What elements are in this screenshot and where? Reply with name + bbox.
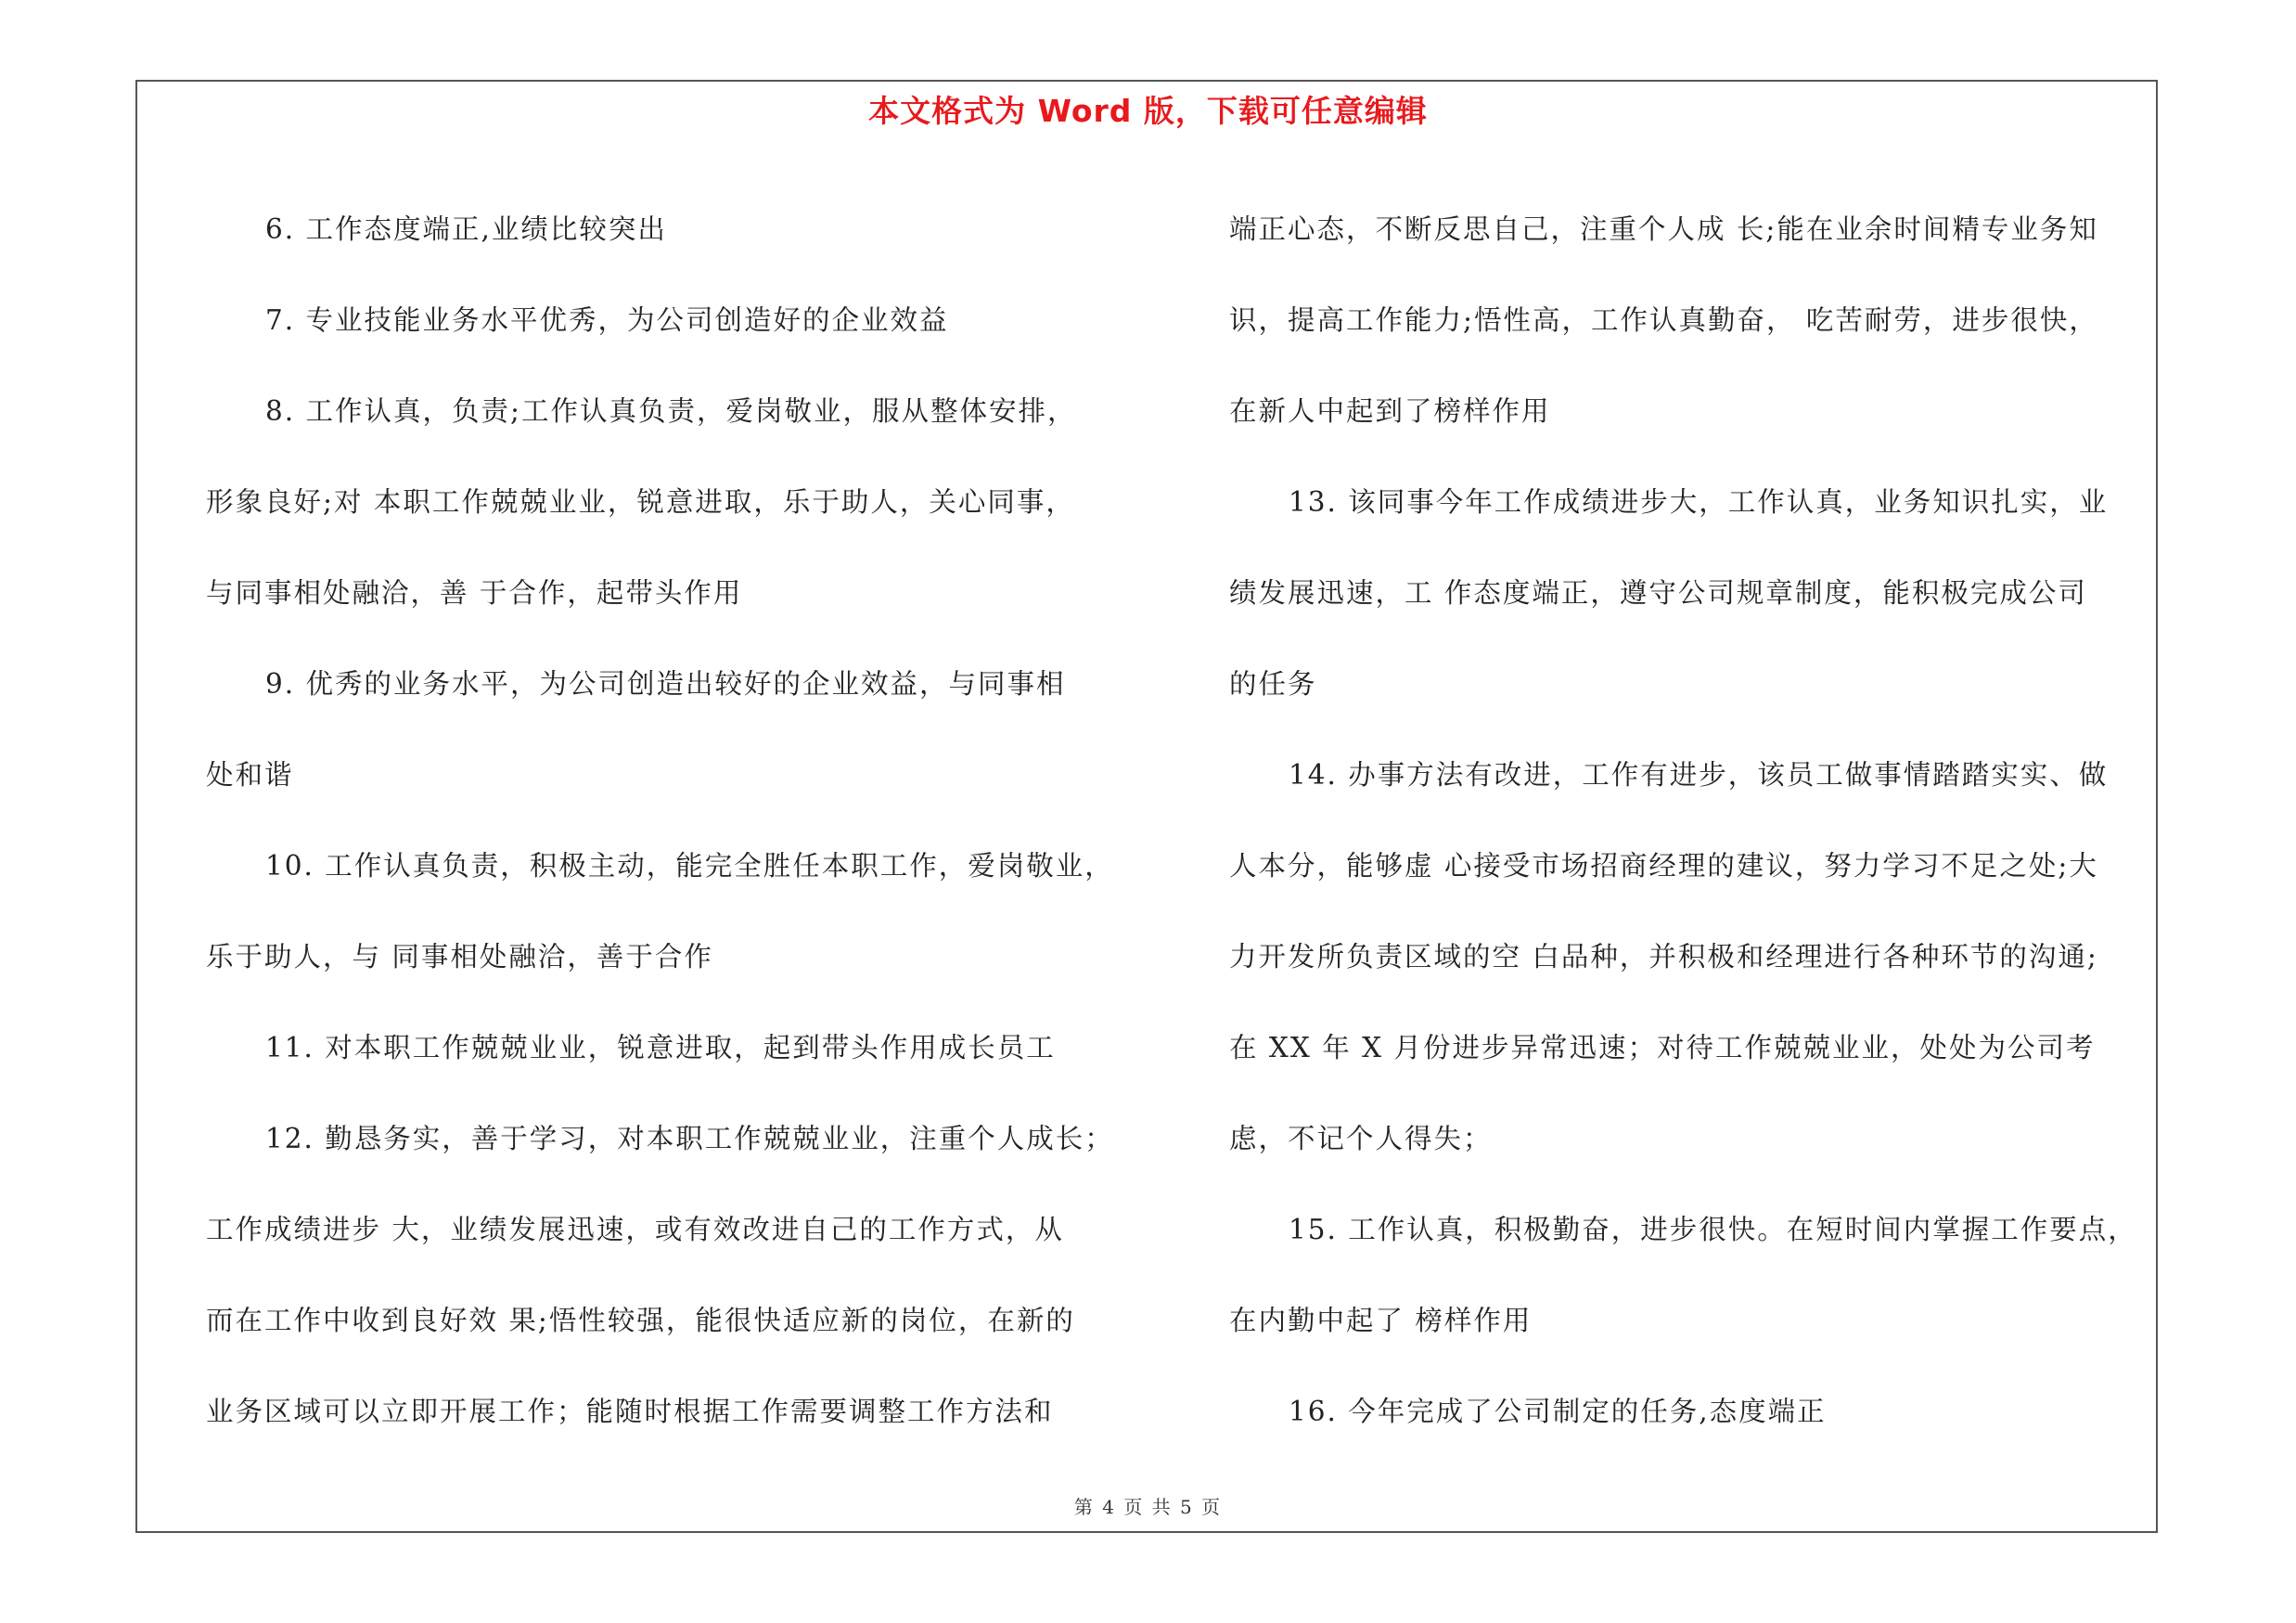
text-line: 业务区域可以立即开展工作；能随时根据工作需要调整工作方法和 <box>206 1396 1054 1427</box>
text-line: 7. 专业技能业务水平优秀，为公司创造好的企业效益 <box>265 304 949 336</box>
text-line: 在 XX 年 X 月份进步异常迅速；对待工作兢兢业业，处处为公司考 <box>1229 1032 2096 1063</box>
text-line: 在新人中起到了榜样作用 <box>1229 395 1551 427</box>
text-line: 15. 工作认真，积极勤奋，进步很快。在短时间内掌握工作要点， <box>1289 1214 2137 1245</box>
text-line: 而在工作中收到良好效 果;悟性较强，能很快适应新的岗位，在新的 <box>206 1305 1075 1336</box>
text-line: 人本分，能够虚 心接受市场招商经理的建议，努力学习不足之处;大 <box>1229 850 2098 882</box>
text-line: 识，提高工作能力;悟性高，工作认真勤奋， 吃苦耐劳，进步很快， <box>1229 304 2098 336</box>
left-column <box>206 184 1143 1457</box>
text-line: 绩发展迅速，工 作态度端正，遵守公司规章制度，能积极完成公司 <box>1229 577 2087 609</box>
text-line: 虑，不记个人得失； <box>1229 1123 1493 1154</box>
text-line: 力开发所负责区域的空 白品种，并积极和经理进行各种环节的沟通; <box>1229 941 2098 973</box>
text-line: 与同事相处融洽，善 于合作，起带头作用 <box>206 577 743 609</box>
text-line: 9. 优秀的业务水平，为公司创造出较好的企业效益，与同事相 <box>265 668 1066 700</box>
right-column <box>1229 184 2166 1457</box>
text-line: 工作成绩进步 大，业绩发展迅速，或有效改进自己的工作方式，从 <box>206 1214 1064 1245</box>
text-line: 端正心态，不断反思自己，注重个人成 长;能在业余时间精专业务知 <box>1229 213 2098 245</box>
text-line: 11. 对本职工作兢兢业业，锐意进取，起到带头作用成长员工 <box>265 1032 1056 1063</box>
text-line: 乐于助人，与 同事相处融洽，善于合作 <box>206 941 713 973</box>
text-line: 12. 勤恳务实，善于学习，对本职工作兢兢业业，注重个人成长； <box>265 1123 1114 1154</box>
text-line: 14. 办事方法有改进，工作有进步，该员工做事情踏踏实实、做 <box>1289 759 2109 791</box>
document-banner: 本文格式为 Word 版，下载可任意编辑 <box>868 93 1428 129</box>
text-line: 10. 工作认真负责，积极主动，能完全胜任本职工作，爱岗敬业， <box>265 850 1114 882</box>
text-line: 6. 工作态度端正,业绩比较突出 <box>265 213 667 245</box>
text-line: 处和谐 <box>206 759 294 791</box>
text-line: 16. 今年完成了公司制定的任务,态度端正 <box>1289 1396 1827 1427</box>
text-line: 13. 该同事今年工作成绩进步大，工作认真，业务知识扎实，业 <box>1289 486 2109 518</box>
text-line: 形象良好;对 本职工作兢兢业业，锐意进取，乐于助人，关心同事， <box>206 486 1075 518</box>
text-line: 8. 工作认真，负责;工作认真负责，爱岗敬业，服从整体安排， <box>265 395 1077 427</box>
text-line: 的任务 <box>1229 668 1317 700</box>
text-line: 在内勤中起了 榜样作用 <box>1229 1305 1533 1336</box>
page-number-footer: 第 4 页 共 5 页 <box>1073 1496 1223 1518</box>
